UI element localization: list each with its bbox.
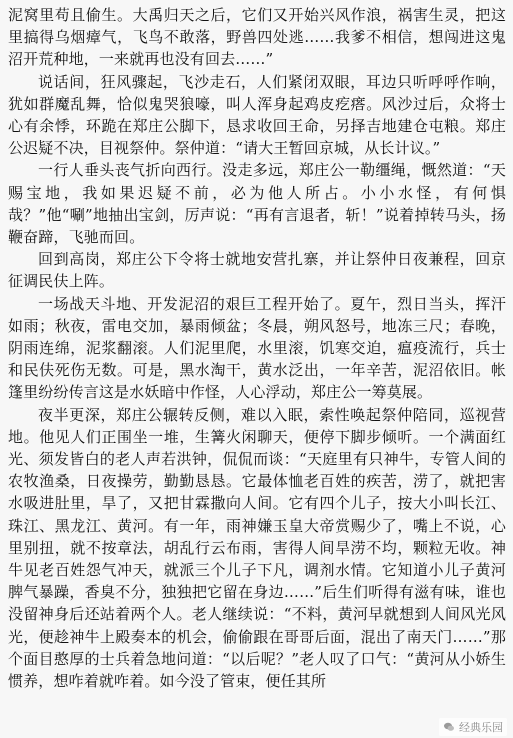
watermark-label: 经典乐园	[459, 721, 503, 734]
paragraph-1: 泥窝里苟且偷生。大禹归天之后，它们又开始兴风作浪，祸害生灵，把这里搞得乌烟瘴气，飞鸟不敢落，野兽四处逃……我爹不相信，想闯进这鬼沼开荒种地，一来就再也没有回去……”	[8, 6, 506, 69]
paragraph-4: 回到高岗，郑庄公下令将士就地安营扎寨，并让祭仲日夜兼程，回京征调民伕上阵。	[8, 250, 506, 291]
page-text	[8, 4, 506, 692]
paragraph-3: 一行人垂头丧气折向西行。没走多远，郑庄公一勒缰绳，慨然道：“天赐宝地，我如果迟疑不前，必为他人所占。小小水怪，有何惧哉？”他“唰”地抽出宝剑，厉声说：“再有言退者，斩！”说着掉转马头，扬鞭奋蹄，飞驰而回。	[8, 161, 506, 247]
watermark-badge	[439, 718, 507, 736]
paragraph-6: 夜半更深，郑庄公辗转反侧，难以入眠，索性唤起祭仲陪同，巡视营地。他见人们正围坐一堆，生篝火闲聊天，便停下脚步倾听。一个满面红光、须发皆白的老人声若洪钟，侃侃而谈：“天庭里有只神牛，专管人间的农牧渔桑，日夜操劳，勤勤恳恳。它最体恤老百姓的疾苦，涝了，就把害水吸进肚里，旱了，又把甘霖撒向人间。它有四个儿子，按大小叫长江、珠江、黑龙江、黄河。有一年，雨神嫌玉皇大帝赏赐少了，嘴上不说，心里别扭，就不按章法，胡乱行云布雨，害得人间旱涝不均，颗粒无收。神牛见老百姓怨气冲天，就派三个儿子下凡，调剂水情。它知道小儿子黄河脾气暴躁，香臭不分，独独把它留在身边……”后生们听得有滋有味，谁也没留神身后还站着两个人。老人继续说：“不料，黄河早就想到人间风光风光，便趁神牛上殿奏本的机会，偷偷跟在哥哥后面，混出了南天门……”那个面目憨厚的士兵着急地问道：“以后呢？”老人叹了口气：“黄河从小娇生惯养，想咋着就咋着。如今没了管束，便任其所	[8, 405, 506, 691]
paragraph-5: 一场战天斗地、开发泥沼的艰巨工程开始了。夏午，烈日当头，挥汗如雨；秋夜，雷电交加，暴雨倾盆；冬晨，朔风怒号，地冻三尺；春晚，阴雨连绵，泥浆翻滚。人们泥里爬，水里滚，饥寒交迫，瘟疫流行，兵士和民伕死伤无数。可是，黑水淘干，黄水泛出，一年辛苦，泥沼依旧。帐篷里纷纷传言这是水妖暗中作怪，人心浮动，郑庄公一筹莫展。	[8, 294, 506, 402]
wechat-icon	[443, 721, 455, 733]
paragraph-2: 说话间，狂风骤起，飞沙走石，人们紧闭双眼，耳边只听呼呼作响，犹如群魔乱舞，恰似鬼哭狼嚎，叫人浑身起鸡皮疙瘩。风沙过后，众将士心有余悸，环跪在郑庄公脚下，恳求收回王命，另择吉地建仓屯粮。郑庄公迟疑不决，目视祭仲。祭仲道：“请大王暂回京城，从长计议。”	[8, 72, 506, 158]
